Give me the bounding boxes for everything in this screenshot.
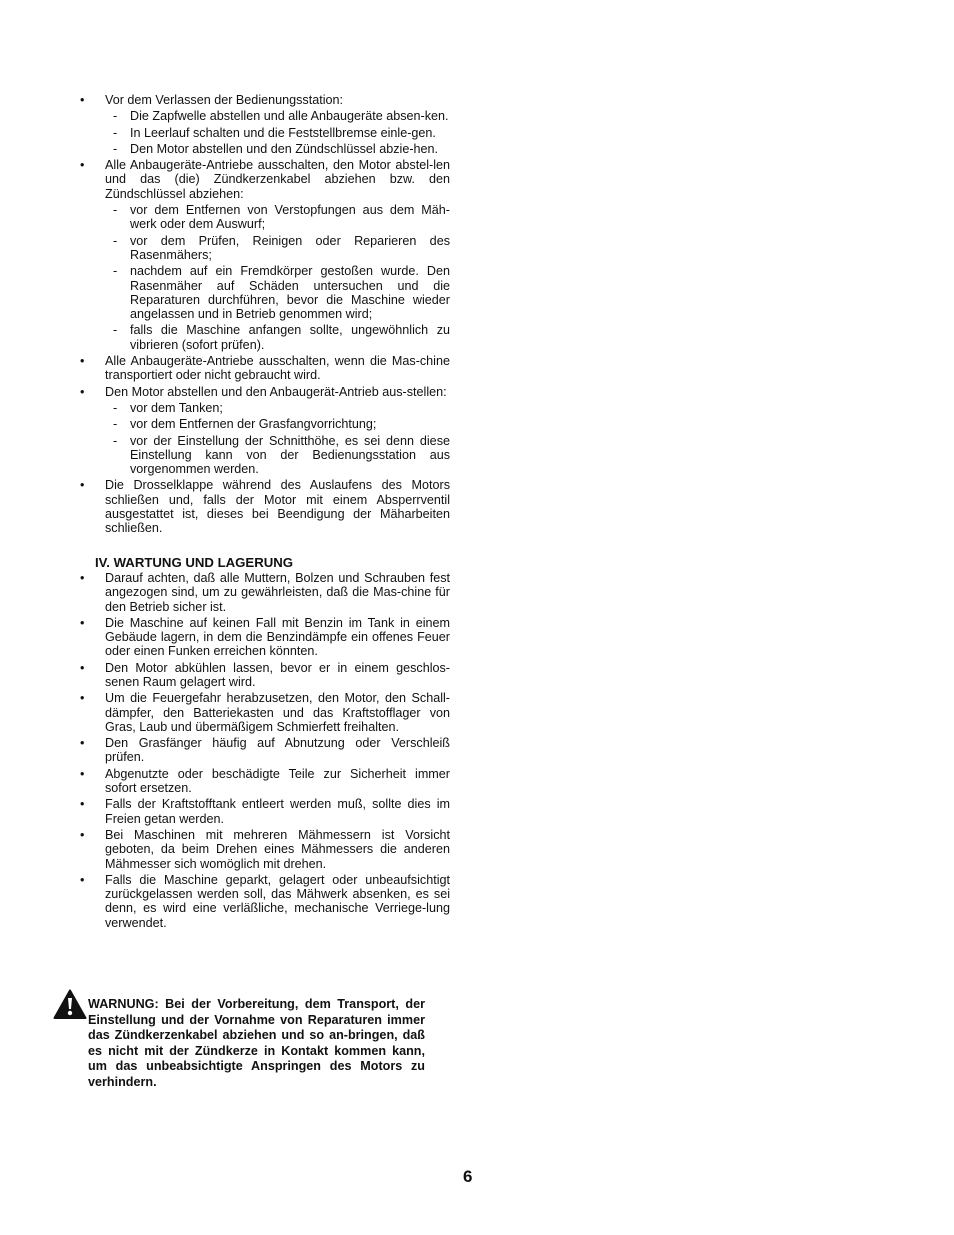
list-item: • Den Motor abkühlen lassen, bevor er in einem geschlos-senen Raum gelagert wird. <box>80 661 450 690</box>
warning-block <box>53 989 425 1091</box>
list-item: • Vor dem Verlassen der Bedienungsstation: - Die Zapfwelle abstellen und alle Anbaugeräte absen-ken. - In Leerlauf schalten und die Feststellbremse einle-gen. - Den Motor abstellen und den Zündschlüssel abzie-hen. <box>80 93 450 156</box>
list-item: • Darauf achten, daß alle Muttern, Bolzen und Schrauben fest angezogen sind, um zu gewährleisten, daß die Mas-chine für den Betrieb sicher ist. <box>80 571 450 614</box>
warning-triangle-icon <box>53 989 87 1020</box>
list-item: • Alle Anbaugeräte-Antriebe ausschalten, wenn die Mas-chine transportiert oder nicht gebraucht wird. <box>80 354 450 383</box>
list-item: • Falls der Kraftstofftank entleert werden muß, sollte dies im Freien getan werden. <box>80 797 450 826</box>
sub-list <box>105 401 450 476</box>
sub-item: - Die Zapfwelle abstellen und alle Anbaugeräte absen-ken. <box>105 109 450 123</box>
list-item: • Alle Anbaugeräte-Antriebe ausschalten, den Motor abstel-len und das (die) Zündkerzenkabel abziehen bzw. den Zündschlüssel abziehen: - vor dem Entfernen von Verstopfungen aus dem Mäh-werk oder dem Auswurf; - vor dem Prüfen, Reinigen oder Reparieren des Rasenmähers; - nachdem auf ein Fremdkörper gestoßen wurde. Den Rasenmäher auf Schäden untersuchen und die Reparaturen durchführen, bevor die Maschine wieder angelassen und in Betrieb genommen wird; - falls die Maschine anfangen sollte, ungewöhnlich zu vibrieren (sofort prüfen). <box>80 158 450 352</box>
list-item: • Um die Feuergefahr herabzusetzen, den Motor, den Schall-dämpfer, den Batteriekasten und das Kraftstofflager von Gras, Laub und übermäßigem Schmierfett freihalten. <box>80 691 450 734</box>
list-item: • Den Grasfänger häufig auf Abnutzung oder Verschleiß prüfen. <box>80 736 450 765</box>
maintenance-list <box>80 571 450 930</box>
sub-item: - vor dem Tanken; <box>105 401 450 415</box>
sub-item: - vor dem Entfernen der Grasfangvorrichtung; <box>105 417 450 431</box>
sub-item: - vor der Einstellung der Schnitthöhe, es sei denn diese Einstellung kann von der Bedienungsstation aus vorgenommen werden. <box>105 434 450 477</box>
sub-item: - vor dem Entfernen von Verstopfungen aus dem Mäh-werk oder dem Auswurf; <box>105 203 450 232</box>
list-item: • Den Motor abstellen und den Anbaugerät-Antrieb aus-stellen: - vor dem Tanken; - vor dem Entfernen der Grasfangvorrichtung; - vor der Einstellung der Schnitthöhe, es sei denn diese Einstellung kann von der Bedienungsstation aus vorgenommen werden. <box>80 385 450 477</box>
text-column <box>80 93 450 932</box>
sub-item: - vor dem Prüfen, Reinigen oder Reparieren des Rasenmähers; <box>105 234 450 263</box>
list-item: • Bei Maschinen mit mehreren Mähmessern ist Vorsicht geboten, da beim Drehen eines Mähmessers die anderen Mähmesser sich womöglich mit drehen. <box>80 828 450 871</box>
list-item: • Falls die Maschine geparkt, gelagert oder unbeaufsichtigt zurückgelassen werden soll, das Mähwerk absenken, es sei denn, es wird eine verläßliche, mechanische Verriege-lung verwendet. <box>80 873 450 930</box>
sub-list <box>105 109 450 156</box>
sub-item: - nachdem auf ein Fremdkörper gestoßen wurde. Den Rasenmäher auf Schäden untersuchen und die Reparaturen durchführen, bevor die Maschine wieder angelassen und in Betrieb genommen wird; <box>105 264 450 321</box>
sub-item: - falls die Maschine anfangen sollte, ungewöhnlich zu vibrieren (sofort prüfen). <box>105 323 450 352</box>
page-number: 6 <box>463 1167 473 1186</box>
sub-item: - Den Motor abstellen und den Zündschlüssel abzie-hen. <box>105 142 450 156</box>
section-heading: IV. WARTUNG UND LAGERUNG <box>95 554 294 570</box>
warning-text: WARNUNG: Bei der Vorbereitung, dem Transport, der Einstellung und der Vornahme von Reparaturen immer das Zündkerzenkabel abziehen und so an-bringen, daß es nicht mit der Zündkerze in Kontakt kommen kann, um das unbeabsichtigte Anspringen des Motors zu verhindern. <box>88 997 425 1089</box>
sub-item: - In Leerlauf schalten und die Feststellbremse einle-gen. <box>105 126 450 140</box>
list-item: • Abgenutzte oder beschädigte Teile zur Sicherheit immer sofort ersetzen. <box>80 767 450 796</box>
list-item: • Die Drosselklappe während des Auslaufens des Motors schließen und, falls der Motor mit einem Absperrventil ausgestattet ist, dieses bei Beendigung der Mäharbeiten schließen. <box>80 478 450 535</box>
safety-list <box>80 93 450 536</box>
sub-list <box>105 203 450 352</box>
list-item: • Die Maschine auf keinen Fall mit Benzin im Tank in einem Gebäude lagern, in dem die Benzindämpfe ein offenes Feuer oder einen Funken erreichen könnten. <box>80 616 450 659</box>
